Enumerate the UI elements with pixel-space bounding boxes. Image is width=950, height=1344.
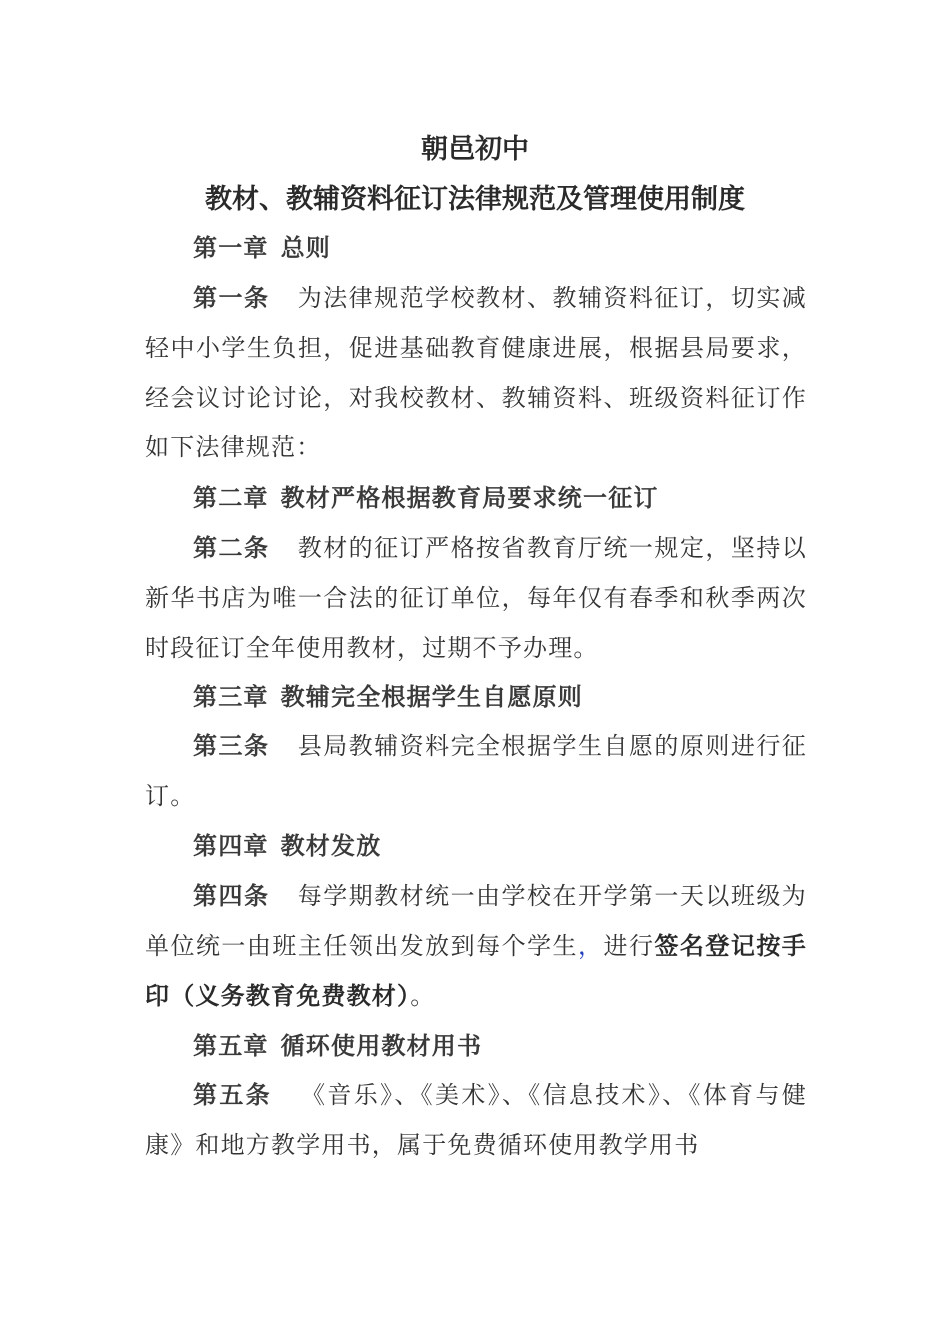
article-4 (145, 872, 807, 1021)
school-name: 朝邑初中 (421, 134, 529, 165)
chapter-heading-1 (145, 224, 855, 274)
article-label: 第一条 (193, 284, 270, 312)
article-1 (145, 274, 807, 473)
article-label: 第三条 (193, 732, 270, 760)
article-text: 《音乐》、《美术》、《信息技术》、《体育与健康》和地方教学用书，属于免费循环使用教学用书 (145, 1081, 807, 1159)
chapter-heading-3 (145, 673, 855, 723)
chapter-heading-2 (145, 474, 855, 524)
article-2 (145, 524, 807, 673)
document-title: 教材、教辅资料征订法律规范及管理使用制度 (205, 184, 745, 215)
article-comma: ， (578, 931, 604, 960)
article-label: 第四条 (193, 882, 270, 910)
article-text: 教材的征订严格按省教育厅统一规定，坚持以新华书店为唯一合法的征订单位，每年仅有春季和秋季两次时段征订全年使用教材，过期不予办理。 (145, 534, 807, 662)
article-label: 第二条 (193, 534, 270, 562)
chapter-title: 循环使用教材用书 (280, 1032, 483, 1060)
chapter-label: 第一章 (193, 234, 269, 262)
chapter-label: 第三章 (193, 683, 269, 711)
chapter-label: 第二章 (193, 484, 269, 512)
chapter-title: 教辅完全根据学生自愿原则 (280, 683, 584, 711)
chapter-label: 第四章 (193, 832, 269, 860)
article-text: 为法律规范学校教材、教辅资料征订，切实减轻中小学生负担，促进基础教育健康进展，根据县局要求，经会议讨论讨论，对我校教材、教辅资料、班级资料征订作如下法律规范： (145, 284, 807, 462)
chapter-heading-5 (145, 1022, 855, 1072)
chapter-title: 教材严格根据教育局要求统一征订 (280, 484, 659, 512)
article-text: 每学期教材统一由学校在开学第一天以班级为单位统一由班主任领出发放到每个学生 (145, 882, 807, 960)
article-5 (145, 1071, 807, 1171)
article-3 (145, 722, 807, 822)
chapter-title: 教材发放 (280, 832, 382, 860)
article-text-cont: 进行 (603, 931, 655, 960)
chapter-title: 总则 (280, 234, 332, 262)
article-text: 县局教辅资料完全根据学生自愿的原则进行征订。 (145, 732, 807, 810)
article-end: 。 (410, 981, 436, 1010)
article-bold-text: 签名登记按手印（义务教育免费教材） (145, 931, 808, 1010)
chapter-label: 第五章 (193, 1032, 269, 1060)
article-label: 第五条 (193, 1081, 272, 1109)
chapter-heading-4 (145, 822, 855, 872)
